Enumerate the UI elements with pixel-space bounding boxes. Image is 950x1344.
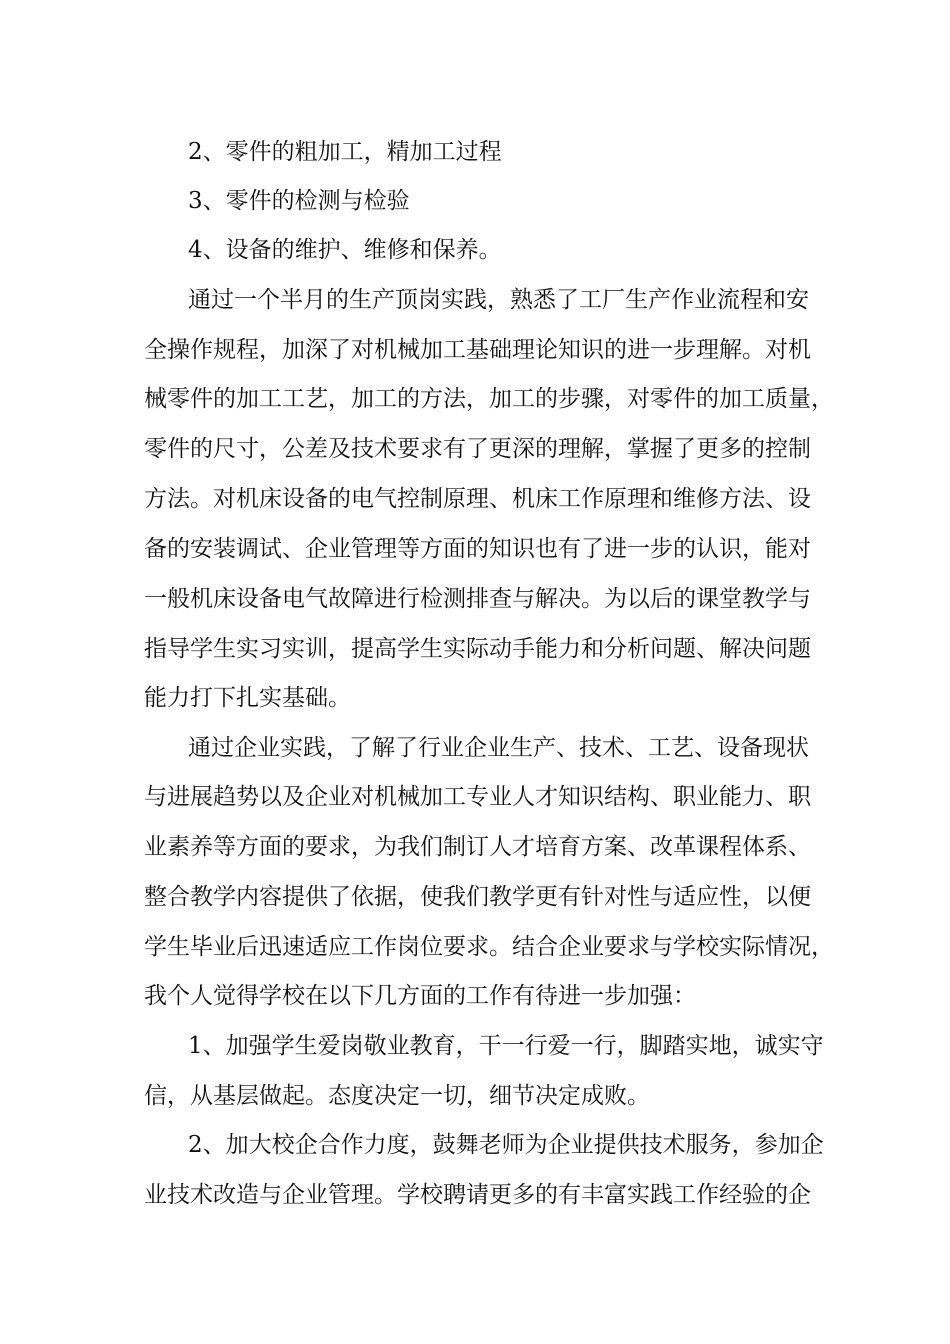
suggestion-2-line-1: 2、加大校企合作力度，鼓舞老师为企业提供技术服务，参加企 xyxy=(188,1132,824,1158)
paragraph-2-line-1: 通过企业实践，了解了行业企业生产、技术、工艺、设备现状 xyxy=(188,735,809,761)
paragraph-2-line-2: 与进展趋势以及企业对机械加工专业人才知识结构、职业能力、职 xyxy=(144,784,811,810)
suggestion-2-line-2: 业技术改造与企业管理。学校聘请更多的有丰富实践工作经验的企 xyxy=(144,1182,811,1208)
paragraph-2-line-6: 我个人觉得学校在以下几方面的工作有待进一步加强： xyxy=(144,983,696,1009)
list-item-4: 4、设备的维护、维修和保养。 xyxy=(188,237,502,263)
suggestion-1-line-1: 1、加强学生爱岗敬业教育，干一行爱一行，脚踏实地，诚实守 xyxy=(188,1033,824,1059)
paragraph-1-line-7: 一般机床设备电气故障进行检测排查与解决。为以后的课堂教学与 xyxy=(144,586,811,612)
paragraph-1-line-2: 全操作规程，加深了对机械加工基础理论知识的进一步理解。对机 xyxy=(144,337,811,363)
paragraph-1-line-5: 方法。对机床设备的电气控制原理、机床工作原理和维修方法、设 xyxy=(144,486,811,512)
list-item-3: 3、零件的检测与检验 xyxy=(188,188,410,214)
paragraph-1-line-4: 零件的尺寸，公差及技术要求有了更深的理解，掌握了更多的控制 xyxy=(144,436,811,462)
suggestion-1-line-2: 信，从基层做起。态度决定一切，细节决定成败。 xyxy=(144,1083,650,1109)
paragraph-1-line-6: 备的安装调试、企业管理等方面的知识也有了进一步的认识，能对 xyxy=(144,536,811,562)
paragraph-1-line-8: 指导学生实习实训，提高学生实际动手能力和分析问题、解决问题 xyxy=(144,636,811,662)
paragraph-1-line-3: 械零件的加工工艺，加工的方法，加工的步骤，对零件的加工质量， xyxy=(144,386,834,412)
paragraph-1-line-1: 通过一个半月的生产顶岗实践，熟悉了工厂生产作业流程和安 xyxy=(188,287,809,313)
paragraph-2-line-5: 学生毕业后迅速适应工作岗位要求。结合企业要求与学校实际情况， xyxy=(144,934,834,960)
paragraph-2-line-4: 整合教学内容提供了依据，使我们教学更有针对性与适应性，以便 xyxy=(144,884,811,910)
paragraph-1-line-9: 能力打下扎实基础。 xyxy=(144,685,351,711)
list-item-2: 2、零件的粗加工，精加工过程 xyxy=(188,139,502,165)
paragraph-2-line-3: 业素养等方面的要求，为我们制订人才培育方案、改革课程体系、 xyxy=(144,834,811,860)
